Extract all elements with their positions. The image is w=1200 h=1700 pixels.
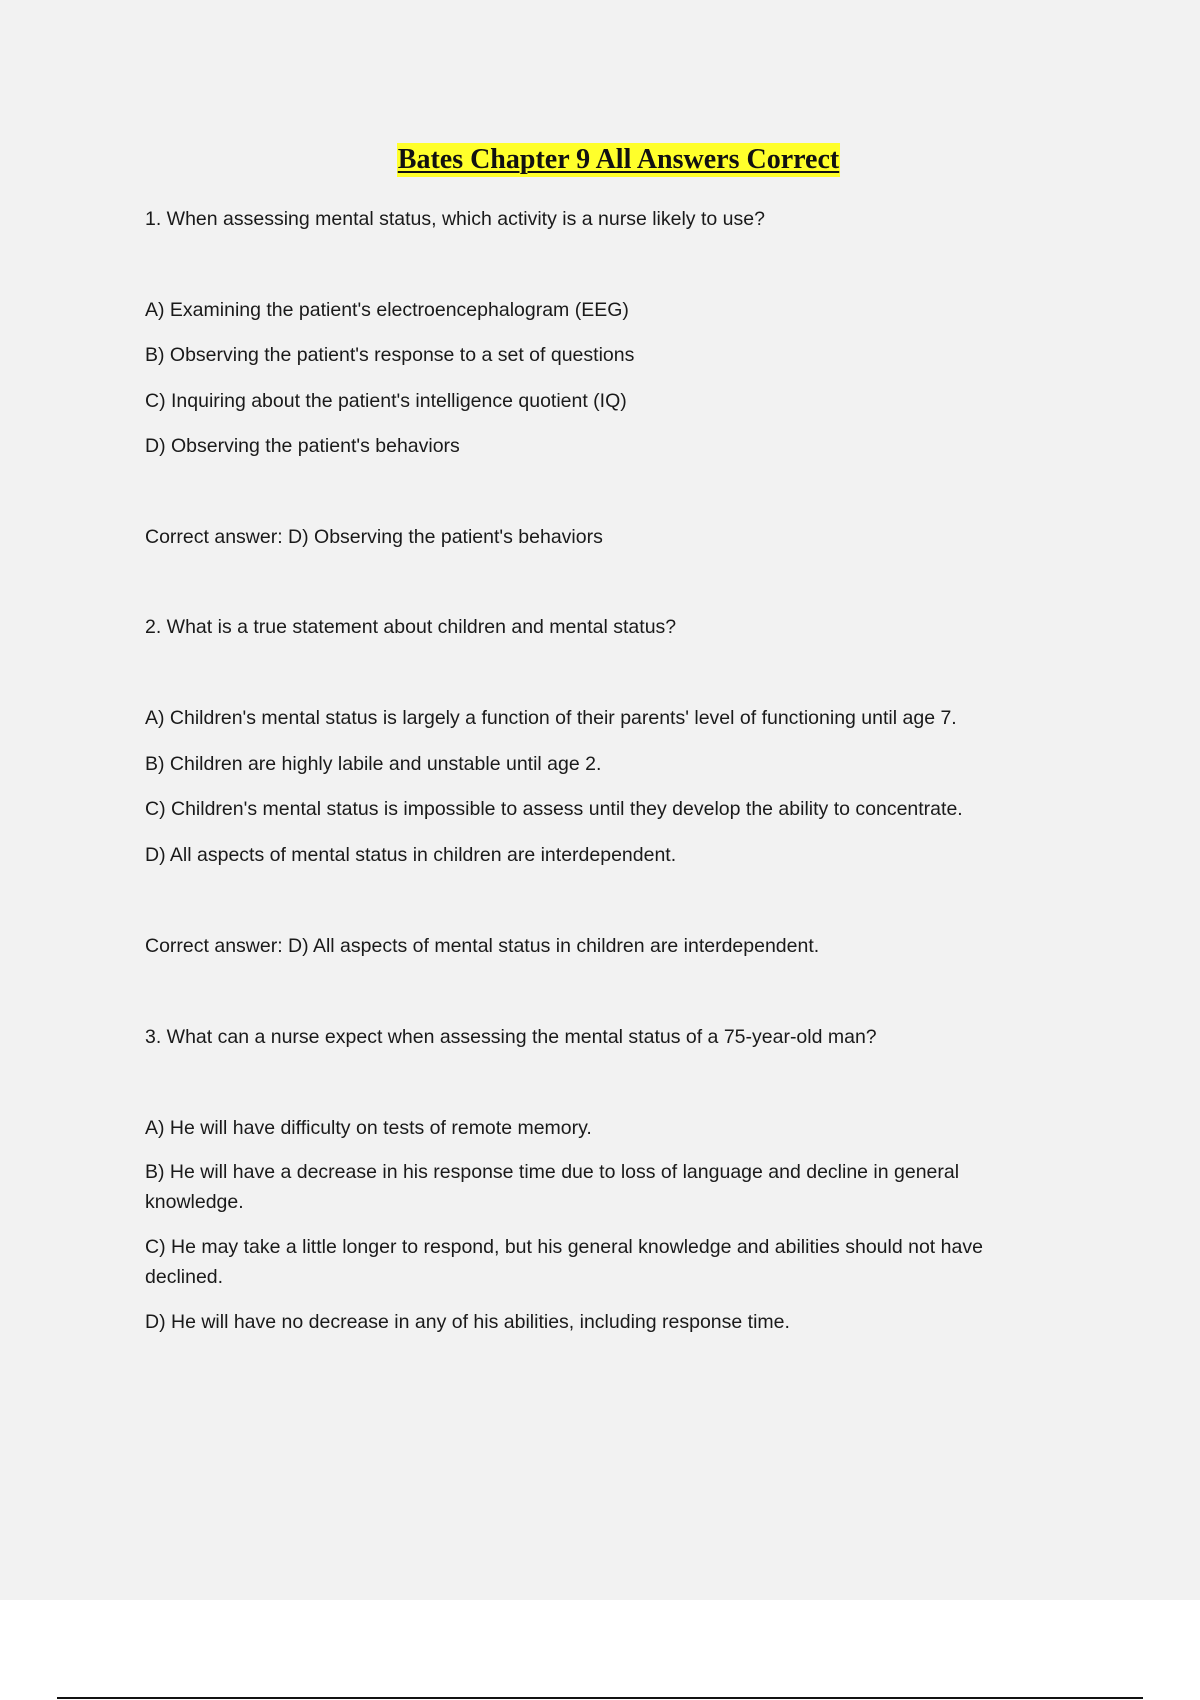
title-container: [0, 143, 1200, 177]
question-2-option-b: B) Children are highly labile and unstable until age 2.: [145, 753, 602, 775]
question-2-option-a: A) Children's mental status is largely a function of their parents' level of functioning until age 7.: [145, 707, 957, 729]
question-3-option-d: D) He will have no decrease in any of his abilities, including response time.: [145, 1311, 790, 1333]
question-3-option-a: A) He will have difficulty on tests of remote memory.: [145, 1117, 592, 1139]
question-1-option-a: A) Examining the patient's electroencephalogram (EEG): [145, 299, 629, 321]
document-title: Bates Chapter 9 All Answers Correct: [397, 144, 840, 175]
question-2-answer: Correct answer: D) All aspects of mental status in children are interdependent.: [145, 935, 820, 957]
question-1-prompt: 1. When assessing mental status, which activity is a nurse likely to use?: [145, 208, 765, 230]
question-1-option-d: D) Observing the patient's behaviors: [145, 435, 460, 457]
question-2-option-d: D) All aspects of mental status in children are interdependent.: [145, 844, 677, 866]
footer-divider: [57, 1697, 1143, 1699]
question-1-option-b: B) Observing the patient's response to a set of questions: [145, 344, 635, 366]
question-1-answer: Correct answer: D) Observing the patient's behaviors: [145, 526, 603, 548]
question-3-option-b: B) He will have a decrease in his response time due to loss of language and decline in general knowledge.: [145, 1161, 960, 1213]
question-3-prompt: 3. What can a nurse expect when assessing the mental status of a 75-year-old man?: [145, 1026, 877, 1048]
question-2-option-c: C) Children's mental status is impossible to assess until they develop the ability to concentrate.: [145, 798, 963, 820]
question-3-option-c: C) He may take a little longer to respond, but his general knowledge and abilities should not have declined.: [145, 1236, 983, 1288]
question-1-option-c: C) Inquiring about the patient's intelligence quotient (IQ): [145, 390, 627, 412]
question-2-prompt: 2. What is a true statement about children and mental status?: [145, 616, 677, 638]
